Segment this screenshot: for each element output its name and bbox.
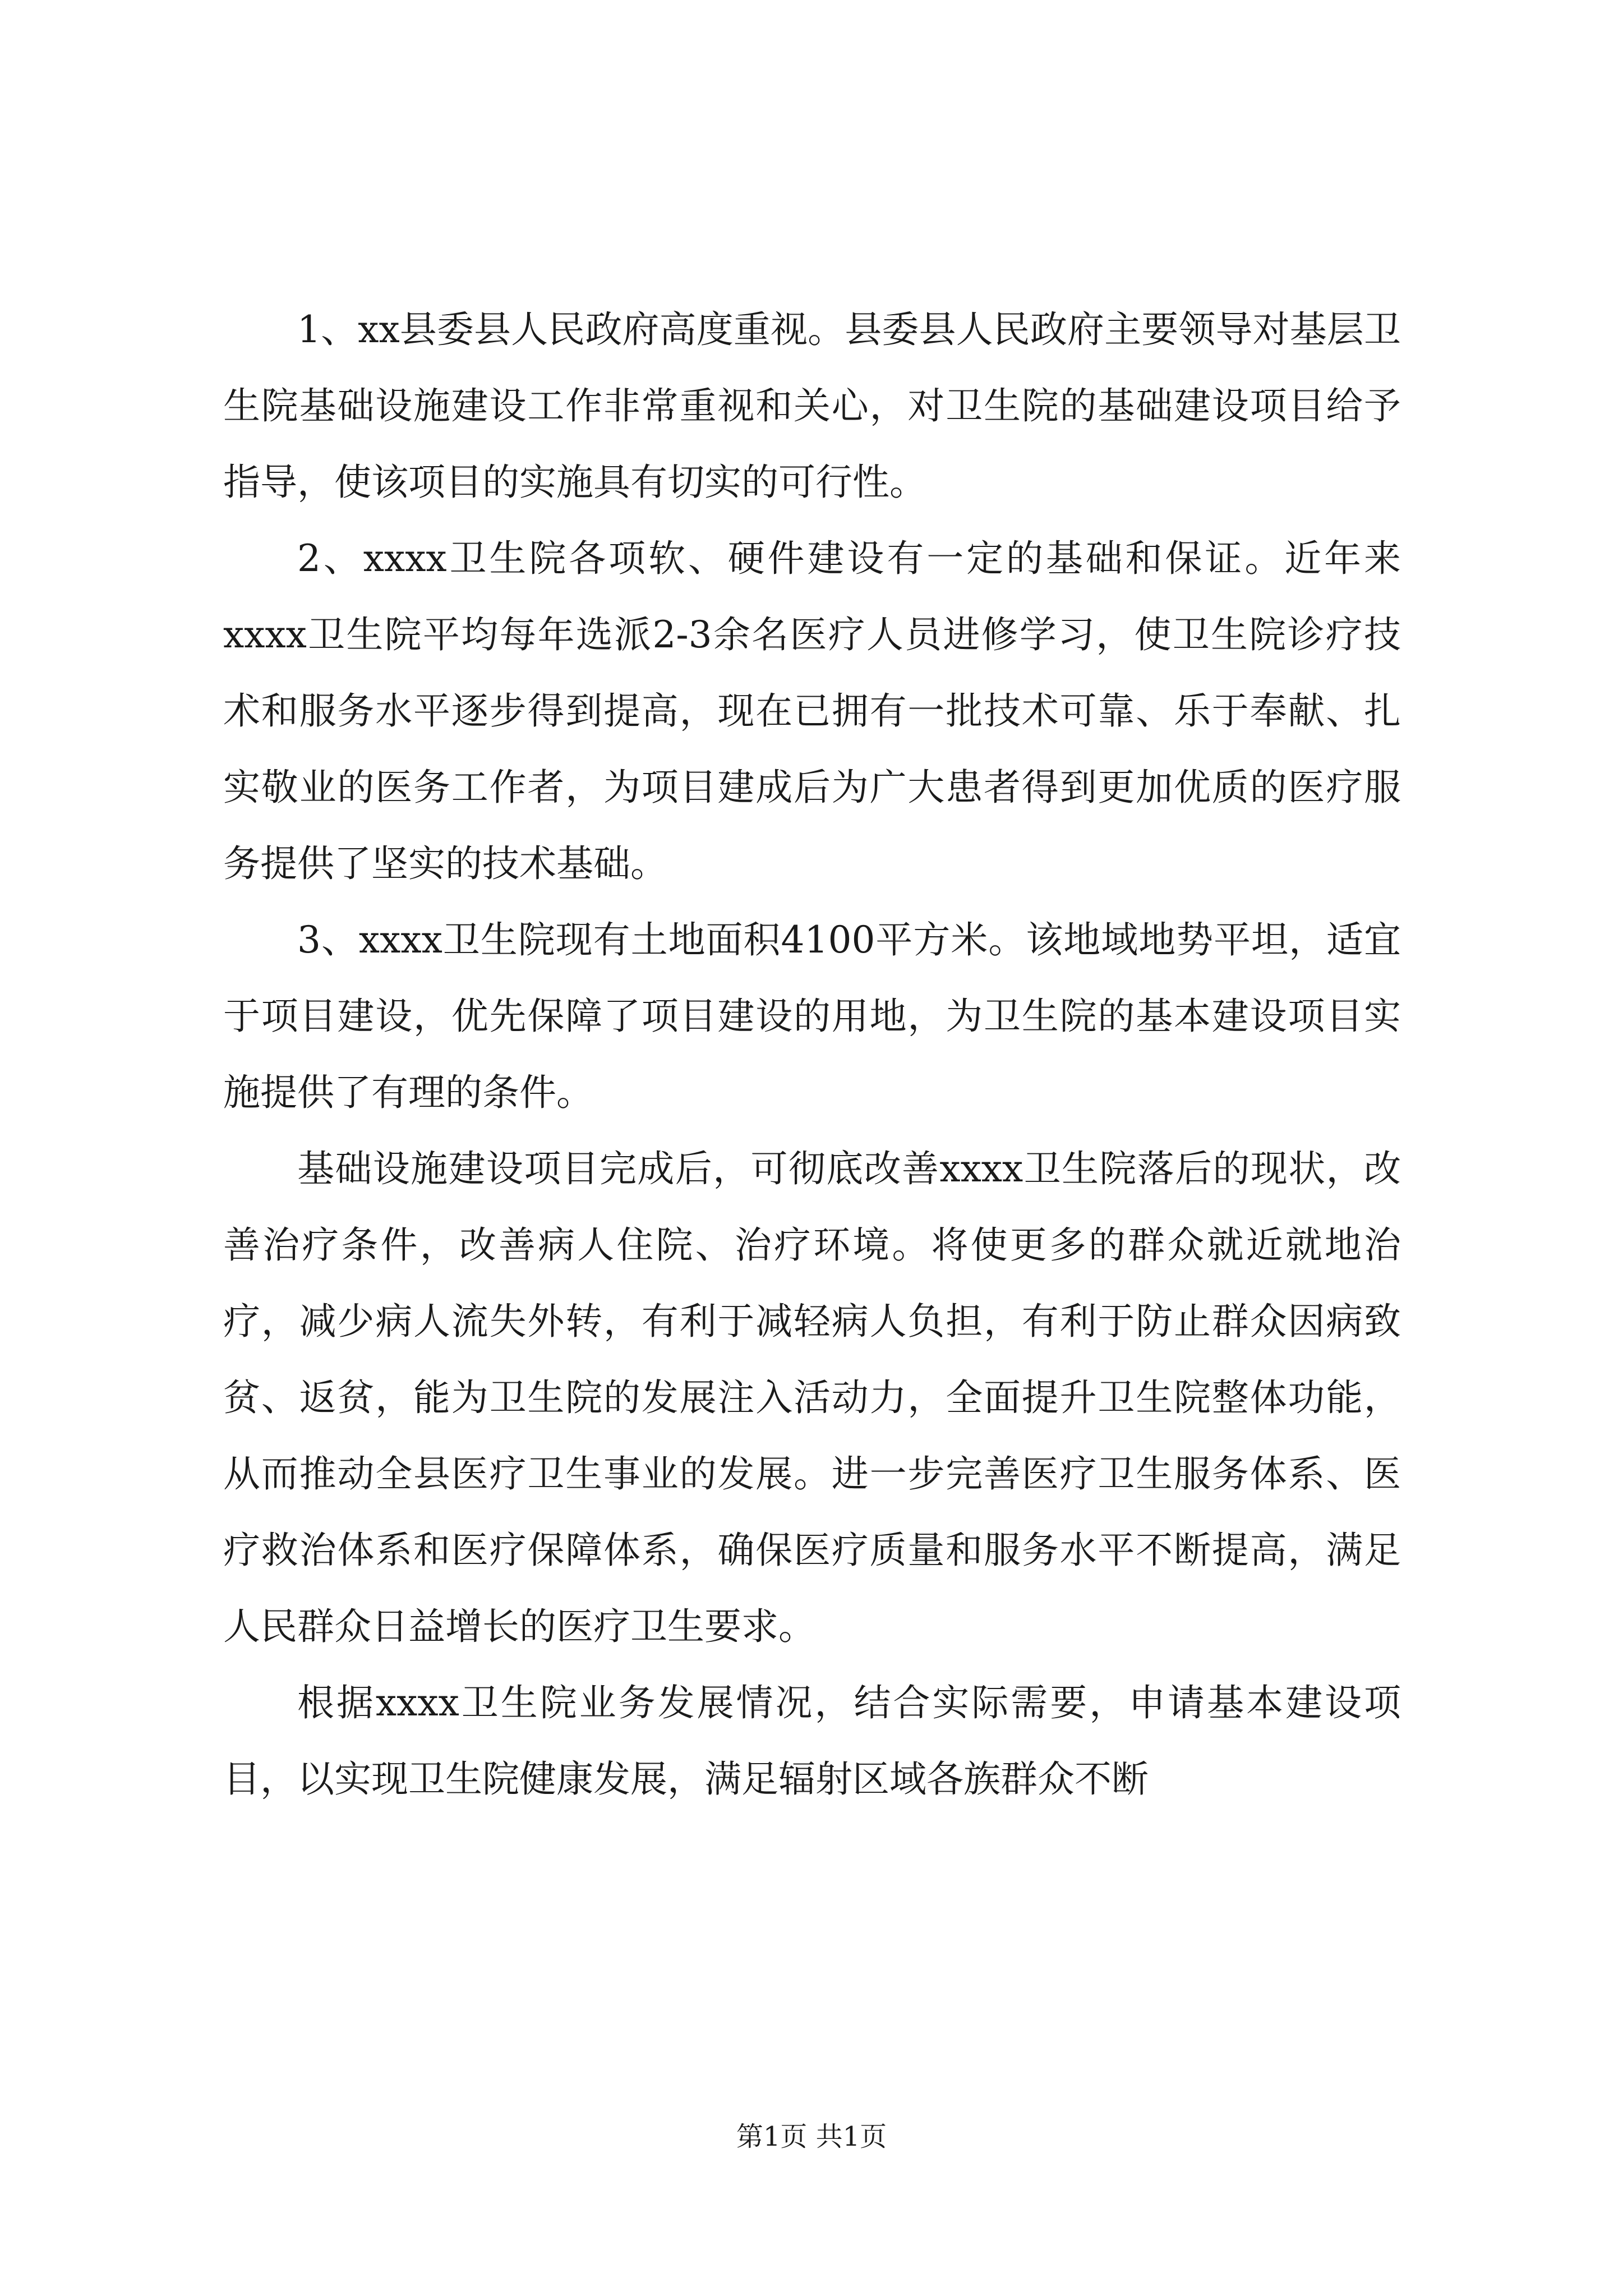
paragraph-3: 3、xxxx卫生院现有土地面积4100平方米。该地域地势平坦，适宜于项目建设，优先保障了项目建设的用地，为卫生院的基本建设项目实施提供了有理的条件。 — [223, 918, 1401, 1114]
page-footer: 第1页 共1页 — [736, 2121, 887, 2152]
paragraph-4: 基础设施建设项目完成后，可彻底改善xxxx卫生院落后的现状，改善治疗条件，改善病人住院、治疗环境。将使更多的群众就近就地治疗，减少病人流失外转，有利于减轻病人负担，有利于防止群众因病致贫、返贫，能为卫生院的发展注入活动力，全面提升卫生院整体功能，从而推动全县医疗卫生事业的发展。进一步完善医疗卫生服务体系、医疗救治体系和医疗保障体系，确保医疗质量和服务水平不断提高，满足人民群众日益增长的医疗卫生要求。 — [223, 1147, 1401, 1648]
paragraph-5: 根据xxxx卫生院业务发展情况，结合实际需要，申请基本建设项目，以实现卫生院健康发展，满足辐射区域各族群众不断 — [223, 1681, 1401, 1801]
paragraph-1: 1、xx县委县人民政府高度重视。县委县人民政府主要领导对基层卫生院基础设施建设工作非常重视和关心，对卫生院的基础建设项目给予指导，使该项目的实施具有切实的可行性。 — [223, 308, 1401, 504]
document-body — [223, 292, 1401, 1818]
paragraph-2: 2、xxxx卫生院各项软、硬件建设有一定的基础和保证。近年来xxxx卫生院平均每年选派2-3余名医疗人员进修学习，使卫生院诊疗技术和服务水平逐步得到提高，现在已拥有一批技术可靠、乐于奉献、扎实敬业的医务工作者，为项目建成后为广大患者得到更加优质的医疗服务提供了坚实的技术基础。 — [223, 537, 1401, 885]
